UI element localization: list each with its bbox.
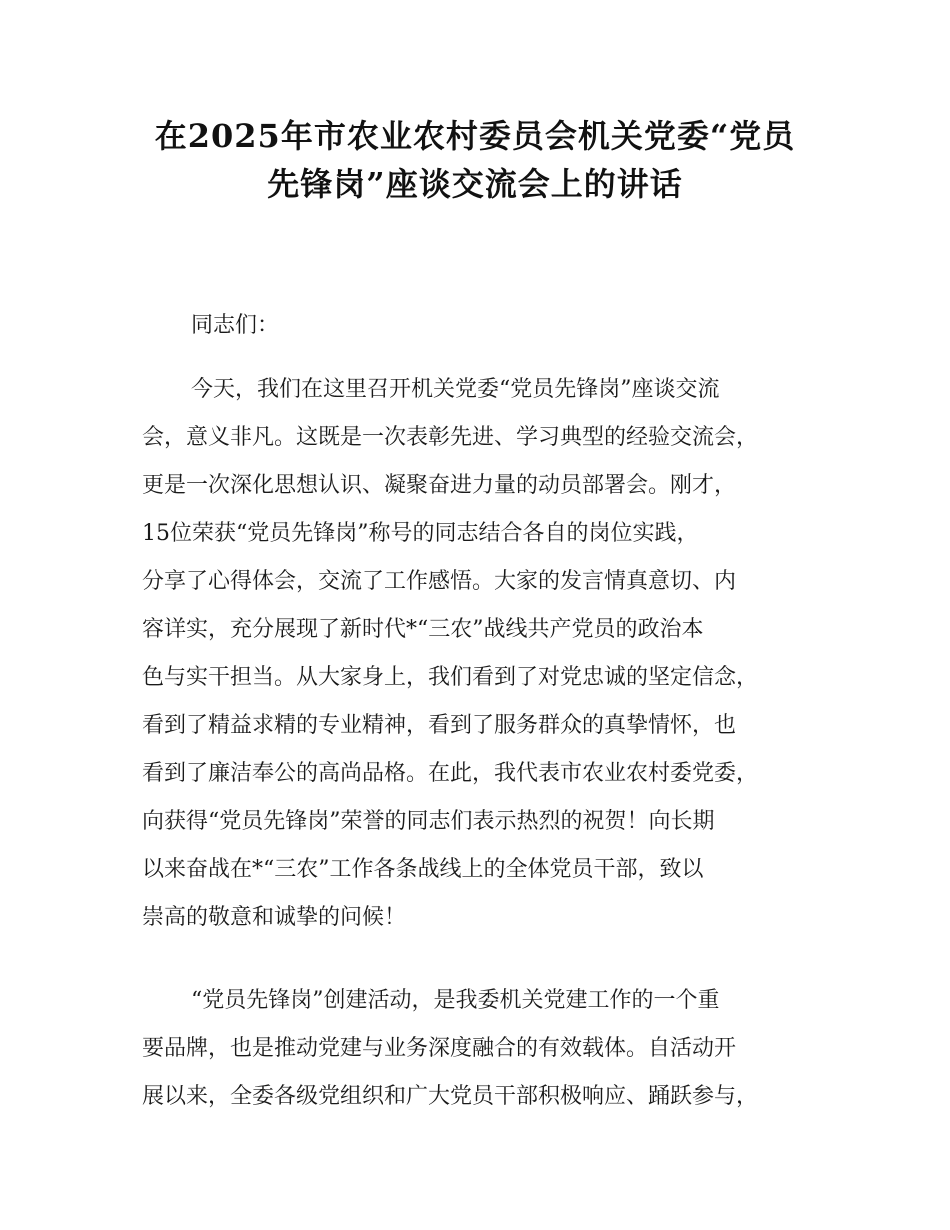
document-title (100, 112, 850, 208)
paragraph-line: 色与实干担当。从大家身上，我们看到了对党忠诚的坚定信念， (142, 665, 759, 690)
paragraph-line: 15位荣获“党员先锋岗”称号的同志结合各自的岗位实践， (142, 521, 699, 546)
title-line: 在2025年市农业农村委员会机关党委“党员 (154, 117, 796, 155)
paragraph-line: 看到了廉洁奉公的高尚品格。在此，我代表市农业农村委党委， (142, 761, 759, 786)
title-line: 先锋岗”座谈交流会上的讲话 (267, 165, 683, 203)
paragraph-line: 以来奋战在*“三农”工作各条战线上的全体党员干部，致以 (142, 857, 704, 882)
paragraph-1 (142, 366, 832, 942)
paragraph-2 (142, 977, 832, 1121)
salutation: 同志们： (191, 313, 280, 338)
paragraph-line: 展以来，全委各级党组织和广大党员干部积极响应、踊跃参与， (142, 1084, 759, 1109)
paragraph-line: 今天，我们在这里召开机关党委“党员先锋岗”座谈交流 (191, 377, 720, 402)
paragraph-line: 看到了精益求精的专业精神，看到了服务群众的真挚情怀，也 (142, 713, 737, 738)
paragraph-line: 向获得“党员先锋岗”荣誉的同志们表示热烈的祝贺！向长期 (142, 809, 715, 834)
paragraph-line: 容详实，充分展现了新时代*“三农”战线共产党员的政治本 (142, 617, 704, 642)
paragraph-line: 会，意义非凡。这既是一次表彰先进、学习典型的经验交流会， (142, 425, 759, 450)
paragraph-line: 崇高的敬意和诚挚的问候！ (142, 905, 407, 930)
paragraph-line: 更是一次深化思想认识、凝聚奋进力量的动员部署会。刚才， (142, 473, 737, 498)
paragraph-line: 分享了心得体会，交流了工作感悟。大家的发言情真意切、内 (142, 569, 737, 594)
paragraph-line: “党员先锋岗”创建活动，是我委机关党建工作的一个重 (191, 988, 720, 1013)
paragraph-line: 要品牌，也是推动党建与业务深度融合的有效载体。自活动开 (142, 1036, 737, 1061)
salutation-block (142, 302, 832, 350)
